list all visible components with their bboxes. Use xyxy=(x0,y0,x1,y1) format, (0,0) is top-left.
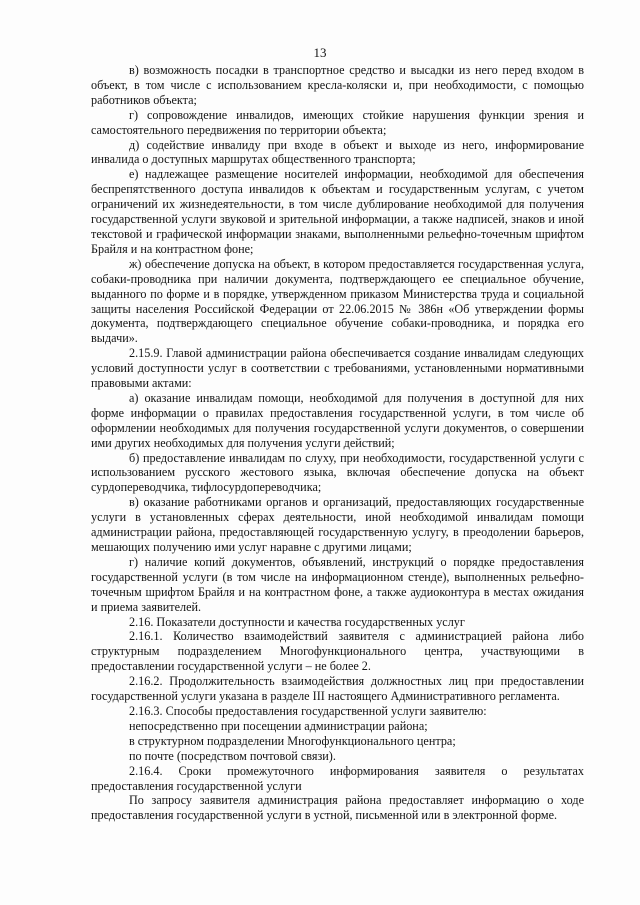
paragraph-item-g-accompany: г) сопровождение инвалидов, имеющих стойкие нарушения функции зрения и самостоятельного передвижения по территории объекта; xyxy=(91,107,584,137)
section-2-16-3: 2.16.3. Способы предоставления государственной услуги заявителю: xyxy=(129,703,487,718)
paragraph-item-d-assist: д) содействие инвалиду при входе в объект и выходе из него, информирование инвалида о доступных маршрутах общественного транспорта; xyxy=(91,137,584,167)
section-heading-2-16: 2.16. Показатели доступности и качества государственных услуг xyxy=(129,614,465,629)
paragraph-item-v-boarding: в) возможность посадки в транспортное средство и высадки из него перед входом в объект, в том числе с использованием кресла-коляски и, при необходимости, с помощью работников объекта; xyxy=(91,63,584,107)
section-2-16-4: 2.16.4. Сроки промежуточного информирования заявителя о результатах предоставления государственной услуги xyxy=(91,763,584,793)
method-mfc: в структурном подразделении Многофункционального центра; xyxy=(129,733,456,748)
paragraph-item-e-info-placement: е) надлежащее размещение носителей информации, необходимой для обеспечения беспрепятственного доступа инвалидов к объектам и государственным услугам, с учетом ограничений их жизнедеятельности, в том числе дублирование необходимой для получения государственной услуги звуковой и зрительной информации, а также надписей, знаков и иной текстовой и графической информации знаками, выполненными рельефно-точечным шрифтом Брайля и на контрастном фоне; xyxy=(91,167,584,256)
section-2-15-9: 2.15.9. Главой администрации района обеспечивается создание инвалидам следующих условий доступности услуг в соответствии с требованиями, установленными нормативными правовыми актами: xyxy=(91,346,584,391)
section-2-16-1: 2.16.1. Количество взаимодействий заявителя с администрацией района либо структурным подразделением Многофункционального центра, участвующими в предоставлении государственной услуги – не более 2. xyxy=(91,629,584,674)
paragraph-item-b-sign-language: б) предоставление инвалидам по слуху, при необходимости, государственной услуги с использованием русского жестового языка, включая обеспечение допуска на объект сурдопереводчика, тифлосурдопереводчика; xyxy=(91,450,584,495)
method-direct-visit: непосредственно при посещении администрации района; xyxy=(129,718,428,733)
document-body xyxy=(91,63,584,823)
paragraph-item-g-copies: г) наличие копий документов, объявлений, инструкций о порядке предоставления государственной услуги (в том числе на информационном стенде), выполненных рельефно-точечным шрифтом Брайля и на контрастном фоне, а также аудиоконтура в местах ожидания и приема заявителей. xyxy=(91,554,584,614)
paragraph-item-zh-guide-dog: ж) обеспечение допуска на объект, в котором предоставляется государственная услуга, собаки-проводника при наличии документа, подтверждающего ее специальное обучение, выданного по форме и в порядке, утвержденном приказом Министерства труда и социальной защиты населения Российской Федерации от 22.06.2015 № 386н «Об утверждении формы документа, подтверждающего специальное обучение собаки-проводника, и порядка его выдачи». xyxy=(91,256,584,346)
method-post: по почте (посредством почтовой связи). xyxy=(129,748,336,763)
section-2-16-2: 2.16.2. Продолжительность взаимодействия должностных лиц при предоставлении государственной услуги указана в разделе III настоящего Административного регламента. xyxy=(91,674,584,704)
page-number: 13 xyxy=(313,45,327,60)
paragraph-final-info: По запросу заявителя администрация района предоставляет информацию о ходе предоставления государственной услуги в устной, письменной или в электронной форме. xyxy=(91,793,584,823)
paragraph-item-v-staff-help: в) оказание работниками органов и организаций, предоставляющих государственные услуги в установленных сферах деятельности, иной необходимой инвалидам помощи администрации района, предоставляющей государственную услугу, в преодолении барьеров, мешающих получению ими услуг наравне с другими лицами; xyxy=(91,495,584,554)
paragraph-item-a-help: а) оказание инвалидам помощи, необходимой для получения в доступной для них форме информации о правилах предоставления государственной услуги, в том числе об оформлении необходимых для получения государственной услуги документов, о совершении ими других необходимых для получения услуги действий; xyxy=(91,390,584,450)
